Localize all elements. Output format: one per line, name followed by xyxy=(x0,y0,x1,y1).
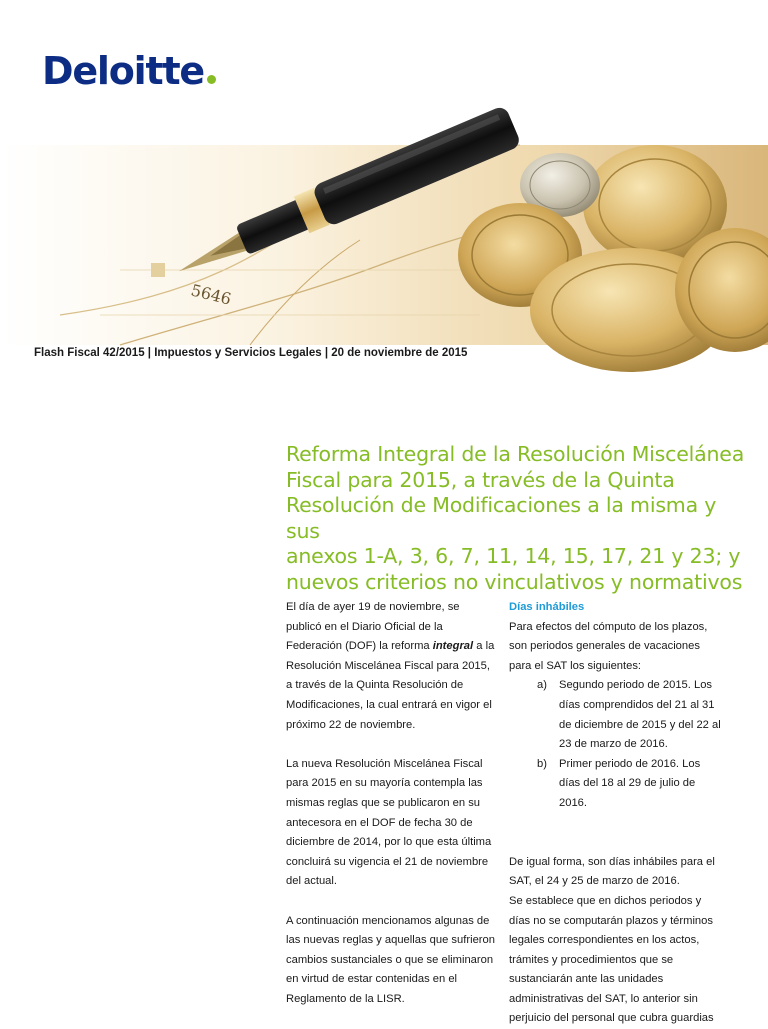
text-line: para el SAT los siguientes: xyxy=(509,659,642,672)
list-item xyxy=(537,755,729,814)
text-line: días comprendidos del 21 al 31 xyxy=(559,698,715,711)
text-line: Segundo periodo de 2015. Los xyxy=(559,679,713,692)
text-line: de diciembre de 2015 y del 22 al xyxy=(559,718,721,731)
left-column xyxy=(286,598,498,1009)
text-line: legales correspondientes en los actos, xyxy=(509,934,700,947)
deloitte-logo xyxy=(42,50,216,92)
text-line: administrativas del SAT, lo anterior sin xyxy=(509,992,698,1005)
text-line: Primer periodo de 2016. Los xyxy=(559,757,701,770)
hero-image xyxy=(0,145,768,345)
third-paragraph xyxy=(286,912,498,1010)
text-line: días no se computarán plazos y términos xyxy=(509,914,713,927)
text-segment: Federación (DOF) la reforma xyxy=(286,640,433,653)
title-line: Fiscal para 2015, a través de la Quinta xyxy=(286,467,675,492)
text-line: diciembre de 2014, por lo que esta última xyxy=(286,836,492,849)
text-line: El día de ayer 19 de noviembre, se xyxy=(286,601,460,613)
paper-figure-text: 5646 xyxy=(189,280,234,309)
text-line: De igual forma, son días inhábiles para el xyxy=(509,855,715,868)
list-marker: a) xyxy=(537,679,547,692)
title-line: anexos 1-A, 3, 6, 7, 11, 14, 15, 17, 21 y 23; y xyxy=(286,544,741,568)
list-item xyxy=(537,676,729,754)
text-line: trámites y procedimientos que se xyxy=(509,953,674,966)
text-line xyxy=(286,637,498,657)
second-paragraph xyxy=(286,755,498,892)
text-line: publicó en el Diario Oficial de la xyxy=(286,620,443,633)
text-line: días del 18 al 29 de julio de xyxy=(559,777,696,790)
text-line: perjuicio del personal que cubra guardias xyxy=(509,1012,714,1025)
text-line: Resolución Miscelánea Fiscal para 2015, xyxy=(286,659,490,672)
text-line: antecesora en el DOF de fecha 30 de xyxy=(286,816,473,829)
right-column xyxy=(509,598,729,1029)
text-line: las nuevas reglas y aquellas que sufrieron xyxy=(286,934,495,947)
text-line: 23 de marzo de 2016. xyxy=(559,738,668,751)
second-paragraph-right xyxy=(509,853,729,1029)
section-heading: Días inhábiles xyxy=(509,601,585,613)
list-item-text xyxy=(559,676,729,754)
emphasis-integral: integral xyxy=(432,640,474,653)
text-line: en virtud de estar contenidas en el xyxy=(286,973,458,986)
logo-wordmark: Deloitte xyxy=(42,49,204,93)
text-line: mismas reglas que se publicaron en su xyxy=(286,796,481,809)
text-line: 2016. xyxy=(559,796,587,809)
title-line: Resolución de Modificaciones a la misma y sus xyxy=(286,493,717,543)
intro-paragraph xyxy=(286,598,498,735)
text-line: Reglamento de la LISR. xyxy=(286,992,405,1005)
document-title xyxy=(286,442,746,595)
list-marker: b) xyxy=(537,757,547,770)
flash-fiscal-line: Flash Fiscal 42/2015 | Impuestos y Servicios Legales | 20 de noviembre de 2015 xyxy=(34,347,468,359)
text-line: concluirá su vigencia el 21 de noviembre xyxy=(286,855,489,868)
title-line: nuevos criterios no vinculativos y normativos xyxy=(286,569,743,594)
title-line: Reforma Integral de la Resolución Miscelánea xyxy=(286,442,745,466)
text-line: sustanciarán ante las unidades xyxy=(509,973,664,986)
text-line: La nueva Resolución Miscelánea Fiscal xyxy=(286,757,483,770)
vacation-periods-list xyxy=(537,676,729,813)
text-line: del actual. xyxy=(286,875,337,888)
section-intro xyxy=(509,618,729,677)
text-line: cambios sustanciales o que se eliminaron xyxy=(286,953,494,966)
text-line: SAT, el 24 y 25 de marzo de 2016. xyxy=(509,875,680,888)
text-line: Modificaciones, la cual entrará en vigor el xyxy=(286,698,492,711)
pen-and-coins-illustration xyxy=(0,145,768,345)
text-line: para 2015 en su mayoría contempla las xyxy=(286,777,483,790)
text-line: Para efectos del cómputo de los plazos, xyxy=(509,620,708,633)
list-item-text xyxy=(559,755,729,814)
text-line: Se establece que en dichos periodos y xyxy=(509,894,702,907)
logo-green-dot xyxy=(207,75,216,84)
text-line: a través de la Quinta Resolución de xyxy=(286,679,464,692)
text-line: son periodos generales de vacaciones xyxy=(509,640,700,653)
text-line: A continuación mencionamos algunas de xyxy=(286,914,490,927)
text-line: próximo 22 de noviembre. xyxy=(286,718,416,731)
text-segment: a la xyxy=(473,640,495,653)
